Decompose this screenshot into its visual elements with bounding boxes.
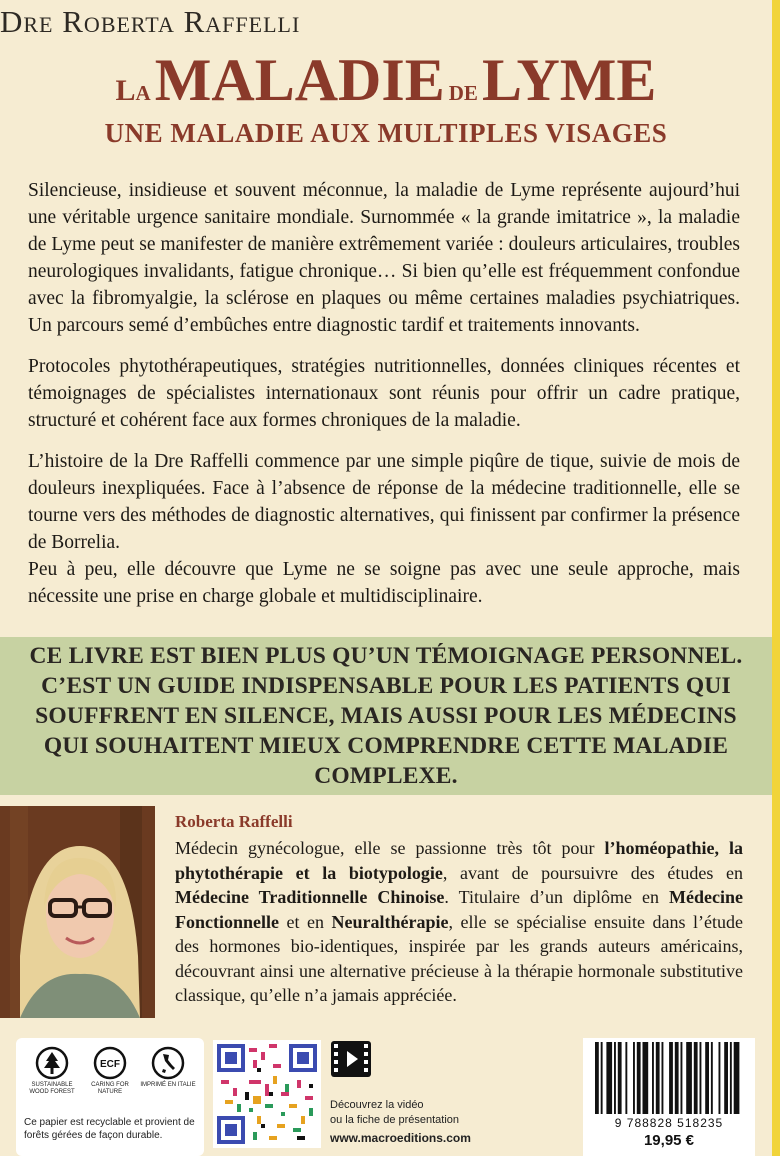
author-bio	[175, 836, 743, 1008]
barcode-bar	[705, 1042, 709, 1114]
bio-highlight: Médecine Traditionnelle Chinoise	[175, 887, 445, 907]
barcode-bar	[618, 1042, 622, 1114]
blurb-paragraph-2: Protocoles phytothérapeutiques, stratégies nutritionnelles, données cliniques récentes et témoignages de spécialistes internationaux sont réunis pour offrir un cadre pratique, structuré et cohérent face aux formes chroniques de la maladie.	[28, 356, 740, 431]
printed-in-italy-badge	[140, 1046, 196, 1096]
barcode-bar	[730, 1042, 732, 1114]
ecf-badge	[82, 1046, 138, 1096]
barcode-bar	[614, 1042, 616, 1114]
barcode-bar	[719, 1042, 721, 1114]
barcode-bar	[656, 1042, 660, 1114]
bio-text: , avant de poursuivre des études en	[442, 862, 743, 883]
title-word-maladie: MALADIE	[154, 47, 445, 113]
italy-label: IMPRIMÉ EN ITALIE	[140, 1082, 196, 1088]
bio-text: et en	[279, 911, 332, 932]
barcode-bar	[652, 1042, 654, 1114]
title-word-de: de	[448, 74, 478, 107]
barcode-bar	[662, 1042, 664, 1114]
bio-highlight: Médecine Fonctionnelle	[175, 887, 743, 932]
title-word-la: La	[115, 74, 151, 107]
barcode-bar	[681, 1042, 683, 1114]
barcode-bar	[643, 1042, 649, 1114]
barcode-box	[583, 1038, 755, 1156]
barcode-bar	[686, 1042, 692, 1114]
blurb-paragraph-4: Peu à peu, elle découvre que Lyme ne se soigne pas avec une seule approche, mais nécessite une prise en charge globale et multidisciplinaire.	[28, 559, 740, 607]
paper-note: Ce papier est recyclable et provient de forêts gérées de façon durable.	[24, 1117, 195, 1141]
barcode-bar	[724, 1042, 728, 1114]
eco-label-box	[16, 1038, 204, 1156]
book-title	[0, 46, 772, 115]
barcode-bar	[601, 1042, 603, 1114]
bio-text: Médecin gynécologue, elle se passionne très tôt pour	[175, 838, 605, 858]
barcode-bar	[606, 1042, 612, 1114]
italy-map-icon	[151, 1046, 185, 1080]
bio-text: , elle se spécialise ensuite dans l’étude des hormones bio-identiques, inspirée par les grands auteurs américains, découvrant ainsi une alternative précieuse à la thérapie hormonale substitutive classique, qu’elle n’a jamais appréciée.	[175, 911, 743, 1005]
ecf-label: CARING FOR NATURE	[91, 1082, 129, 1095]
barcode-bar	[675, 1042, 679, 1114]
banner-text: CE LIVRE EST BIEN PLUS QU’UN TÉMOIGNAGE PERSONNEL. C’EST UN GUIDE INDISPENSABLE POUR LES PATIENTS QUI SOUFFRENT EN SILENCE, MAIS AUSSI POUR LES MÉDECINS QUI SOUHAITENT MIEUX COMPRENDRE CETTE MALADIE COMPLEXE.	[29, 643, 743, 789]
barcode-bar	[637, 1042, 641, 1114]
barcode	[583, 1038, 755, 1118]
bio-highlight: Neuralthérapie	[331, 911, 449, 932]
barcode-bar	[694, 1042, 698, 1114]
barcode-bar	[633, 1042, 635, 1114]
bio-author-name: Roberta Raffelli	[175, 812, 293, 831]
publisher-url[interactable]: www.macroeditions.com	[330, 1131, 471, 1145]
barcode-bar	[625, 1042, 627, 1114]
tree-icon	[35, 1046, 69, 1080]
blurb-paragraph-1: Silencieuse, insidieuse et souvent méconnue, la maladie de Lyme représente aujourd’hui une véritable urgence sanitaire mondiale. Surnommée « la grande imitatrice », la maladie de Lyme peut se manifester de manière extrêmement variée : douleurs articulaires, troubles neurologiques invalidants, fatigue chronique… Si bien qu’elle est fréquemment confondue avec la fibromyalgie, la sclérose en plaques ou même certaines maladies psychiatriques. Un parcours semé d’embûches entre diagnostic tardif et traitements innovants.	[28, 180, 740, 336]
barcode-bar	[734, 1042, 740, 1114]
blurb-paragraph-3: L’histoire de la Dre Raffelli commence par une simple piqûre de tique, suivie de mois de douleurs inexpliquées. Face à l’absence de réponse de la médecine traditionnelle, elle se tourne vers des méthodes de diagnostic alternatives, qui finissent par confirmer la présence de Borrelia.	[28, 451, 740, 553]
book-subtitle: UNE MALADIE AUX MULTIPLES VISAGES	[104, 118, 668, 148]
barcode-bar	[595, 1042, 599, 1114]
author-name: Dre Roberta Raffelli	[0, 4, 301, 39]
promo-block	[330, 1098, 550, 1146]
promo-line-1: Découvrez la vidéo	[330, 1099, 424, 1111]
author-photo	[0, 806, 155, 1018]
sustainable-forest-badge	[24, 1046, 80, 1096]
barcode-bar	[700, 1042, 702, 1114]
bio-highlight: l’homéopathie, la phytothérapie et la biotypologie	[175, 838, 743, 883]
barcode-digits: 9 788828 518235	[614, 1116, 724, 1130]
ecf-badge-text: ECF	[100, 1059, 120, 1070]
barcode-bar	[711, 1042, 713, 1114]
promo-line-2: ou la fiche de présentation	[330, 1114, 460, 1126]
video-clip-icon[interactable]	[330, 1038, 372, 1085]
title-word-lyme: LYME	[481, 47, 657, 113]
barcode-bar	[669, 1042, 673, 1114]
price: 19,95 €	[643, 1132, 695, 1149]
back-cover-blurb	[28, 177, 740, 624]
cover-edge-stripe	[772, 0, 780, 1156]
qr-code[interactable]	[213, 1040, 321, 1148]
bio-text: . Titulaire d’un diplôme en	[444, 887, 670, 907]
fsc-label: SUSTAINABLE WOOD FOREST	[29, 1082, 75, 1095]
highlight-banner	[0, 637, 772, 795]
